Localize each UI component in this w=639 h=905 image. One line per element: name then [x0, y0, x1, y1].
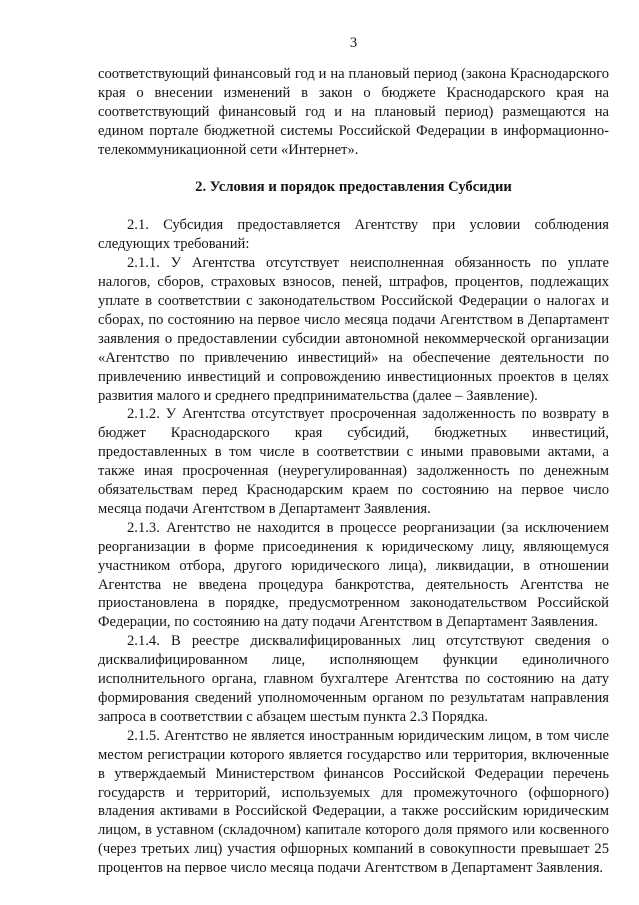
- paragraph-2-1: 2.1. Субсидия предоставляется Агентству при условии соблюдения следующих требований:: [98, 217, 609, 253]
- paragraph-2-1-2: 2.1.2. У Агентства отсутствует просроченная задолженность по возврату в бюджет Краснодарского края субсидий, бюджетных инвестиций, предоставленных в том числе в соответствии с иными правовыми актами, а также иная просроченная (неурегулированная) задолженность по денежным обязательствам перед Краснодарским краем по состоянию на первое число месяца подачи Агентством в Департамент Заявления.: [98, 406, 609, 517]
- paragraph-2-1-1: 2.1.1. У Агентства отсутствует неисполненная обязанность по уплате налогов, сборов, страховых взносов, пеней, штрафов, процентов, подлежащих уплате в соответствии с законодательством Российской Федерации о налогах и сборах, по состоянию на первое число месяца подачи Агентством в Департамент заявления о предоставлении субсидии автономной некоммерческой организации «Агентство по привлечению инвестиций» на обеспечение деятельности по привлечению инвестиций и сопровождению инвестиционных проектов в целях развития малого и среднего предпринимательства (далее – Заявление).: [98, 255, 609, 404]
- paragraph-2-1-5: 2.1.5. Агентство не является иностранным юридическим лицом, в том числе местом регистрации которого является государство или территория, включенные в утверждаемый Министерством финансов Российской Федерации перечень государств и территорий, используемых для промежуточного (офшорного) владения активами в Российской Федерации, а также российским юридическим лицом, в уставном (складочном) капитале которого доля прямого или косвенного (через третьих лиц) участия офшорных компаний в совокупности превышает 25 процентов на первое число месяца подачи Агентством в Департамент Заявления.: [98, 727, 609, 877]
- section-heading: 2. Условия и порядок предоставления Субсидии: [195, 179, 512, 196]
- paragraph-2-1-3: 2.1.3. Агентство не находится в процессе реорганизации (за исключением реорганизации в форме присоединения к юридическому лицу, являющемуся участником отбора, другого юридического лица), ликвидации, в отношении Агентства не введена процедура банкротства, деятельность Агентства не приостановлена в порядке, предусмотренном законодательством Российской Федерации, по состоянию на дату подачи Агентством в Департамент Заявления.: [98, 519, 609, 631]
- page-number: 3: [349, 35, 358, 51]
- paragraph-intro: соответствующий финансовый год и на плановый период (закона Краснодарского края о внесении изменений в закон о бюджете Краснодарского края на соответствующий финансовый год и на плановый период) размещаются на едином портале бюджетной системы Российской Федерации в информационно-телекоммуникационной сети «Интернет».: [98, 65, 609, 158]
- paragraph-2-1-4: 2.1.4. В реестре дисквалифицированных лиц отсутствуют сведения о дисквалифицированном лице, исполняющем функции единоличного исполнительного органа, главном бухгалтере Агентства по состоянию на дату формирования сведений уполномоченным органом по результатам направления запроса в соответствии с абзацем шестым пункта 2.3 Порядка.: [98, 633, 609, 725]
